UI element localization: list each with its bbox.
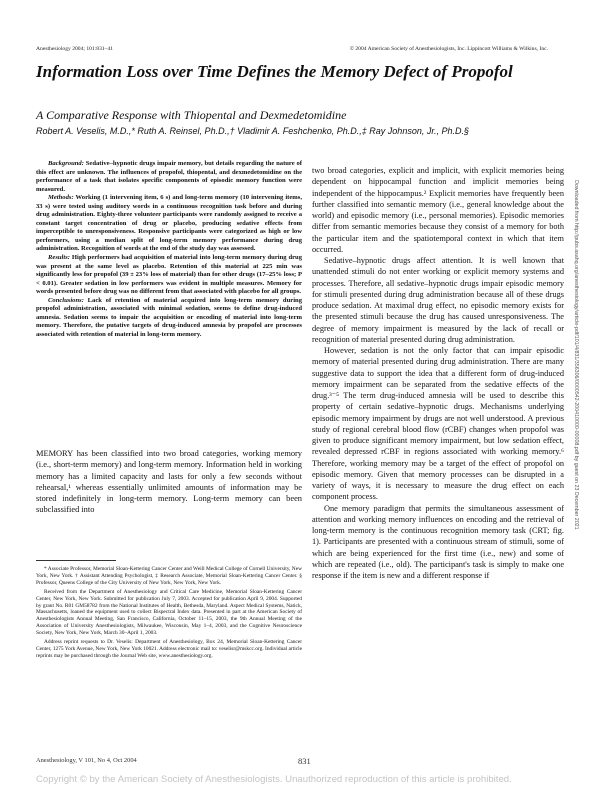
paragraph: One memory paradigm that permits the simultaneous assessment of attention and working memory influences on encoding and the retrieval of long-term memory is the continuous recognition memory task (CRT; fig. 1). Participants are presented with a continuous stream of stimuli, some of which are being experienced for the first time (i.e., new) and some of which are repeated (i.e., old). The participant's task is simply to make one response if the item is new and a different response if: [312, 503, 564, 580]
abstract-methods: Methods: Working (1 intervening item, 6 s) and long-term memory (10 intervening items, 33 s) were tested using auditory words in a continuous recognition task before and during drug administration. Eighty-three volunteer participants were randomly assigned to receive a constant target concentration of drug or placebo, producing sedative effects from imperceptible to unresponsiveness. Responsive participants were categorized as high or low performers, using a median split of long-term memory performance during drug administration. Recognition of words at the end of the study day was assessed.: [36, 194, 302, 253]
paragraph: Sedative–hypnotic drugs affect attention. It is well known that unattended stimuli do not enter working or explicit memory systems and processes. Therefore, all sedative–hypnotic drugs impair episodic memory for stimuli presented during drug administration because all of these drugs produce sedation. At maximal drug effect, no episodic memory exists for the presented stimuli because the drug has caused unresponsiveness. The degree of memory impairment is measured by the lack of recall or recognition of material presented during drug administration.: [312, 256, 564, 344]
copyright-notice: Copyright © by the American Society of Anesthesiologists. Unauthorized reproduction of this article is prohibited.: [36, 774, 512, 785]
footnote-affiliations: * Associate Professor, Memorial Sloan-Kettering Cancer Center and Weill Medical College of Cornell University, New York, New York. † Assistant Attending Psychologist, ‡ Research Associate, Memorial Sloan-Kettering Cancer Center. § Professor, Queens College of the City University of New York, New York, New York.: [36, 566, 302, 586]
article-subtitle: A Comparative Response with Thiopental and Dexmedetomidine: [36, 108, 347, 122]
abstract-results: Results: High performers had acquisition of material into long-term memory during drug was present at the same level as placebo. Retention of this material at 225 min was significantly less for propofol (39 ± 23% loss of material) than for other drugs (17–25% loss; P < 0.01). Greater sedation in low performers was evident in multiple measures. Memory for words presented before drug was no different from that associated with placebo for all groups.: [36, 254, 302, 296]
footer-journal: Anesthesiology, V 101, No 4, Oct 2004: [36, 757, 137, 764]
download-watermark: Downloaded from http://pubs.asahq.org/anesthesiology/article-pdf/101/4/831/356306/0000542-200410000-00008.pdf by guest on 23 December 2021: [573, 180, 579, 530]
right-column: [312, 165, 564, 581]
abstract: [36, 160, 302, 339]
intro-paragraph: MEMORY has been classified into two broad categories, working memory (i.e., short-term memory) and long-term memory. Information held in working memory has a limited capacity and lasts for only a few seconds without rehearsal,¹ whereas essentially unlimited amounts of information may be stored indefinitely in long-term memory. Long-term memory can been subclassified into: [36, 449, 302, 515]
footnote-received: Received from the Department of Anesthesiology and Critical Care Medicine, Memorial Sloan-Kettering Cancer Center, New York, New York. Submitted for publication July 7, 2003. Accepted for publication April 9, 2004. Supported by grant No. R01 GM58782 from the National Institutes of Health, Bethesda, Maryland. Aspect Medical Systems, Natick, Massachusetts, loaned the equipment used to collect Bispectral Index data. Presented in part at the American Society of Anesthesiologists Annual Meeting, San Francisco, California, October 11–15, 2003, the 9th Annual Meeting of the Association of University Anesthesiologists, Milwaukee, Wisconsin, May 1–4, 2003, and the Cognitive Neuroscience Society, New York, New York, March 30–April 1, 2003.: [36, 588, 302, 637]
running-header-left: Anesthesiology 2004; 101:831–41: [36, 46, 114, 52]
paragraph: However, sedation is not the only factor that can impair episodic memory of material presented during drug administration. There are many suggestive data to support the idea that a different form of drug-induced memory impairment can be separated from the sedative effects of the drug.³⁻⁵ The term drug-induced amnesia will be used to describe this property of certain sedative–hypnotic drugs. Mechanisms underlying episodic memory impairment by drugs are not well understood. A previous study of regional cerebral blood flow (rCBF) changes when propofol was given to produce significant memory impairment, but low sedation effect, revealed depressed rCBF in regions associated with working memory.⁶ Therefore, working memory may be a target of the effect of propofol on episodic memory. Given that memory processes can be disrupted in a variety of ways, it is necessary to measure the drug effect on each component process.: [312, 346, 564, 502]
paragraph: two broad categories, explicit and implicit, with explicit memories being dependent on hippocampal function and implicit memories being independent of the hippocampus.² Explicit memories have frequently been further classified into semantic memory (i.e., general knowledge about the world) and episodic memory (i.e., personal memories). Episodic memories differ from semantic memories because they consist of a memory for both the particular item and the spatiotemporal context in which that item occurred.: [312, 166, 564, 254]
footnote-rule: [36, 560, 116, 561]
author-list: Robert A. Veselis, M.D.,* Ruth A. Reinsel, Ph.D.,† Vladimir A. Feshchenko, Ph.D.,‡ Ray Johnson, Jr., Ph.D.§: [36, 126, 470, 136]
page-number: 831: [298, 756, 311, 766]
article-title: Information Loss over Time Defines the Memory Defect of Propofol: [36, 62, 513, 81]
footnotes: [36, 566, 302, 662]
footnote-reprints: Address reprint requests to Dr. Veselis: Department of Anesthesiology, Box 24, Memorial Sloan-Kettering Cancer Center, 1275 York Avenue, New York, New York 10021. Address electronic mail to: veselisr@mskcc.org. Individual article reprints may be purchased through the Journal Web site, www.anesthesiology.org.: [36, 639, 302, 659]
abstract-background: Background: Sedative–hypnotic drugs impair memory, but details regarding the nature of this effect are unknown. The influences of propofol, thiopental, and dexmedetomidine on the performance of a task that isolates specific components of episodic memory function were measured.: [36, 160, 302, 193]
abstract-conclusions: Conclusions: Lack of retention of material acquired into long-term memory during propofol administration, associated with minimal sedation, seems to define drug-induced amnesia. Sedation seems to impair the acquisition or encoding of material into long-term memory. Therefore, the putative targets of drug-induced amnesia by propofol are processes associated with retention of material in long-term memory.: [36, 296, 302, 338]
running-header-right: © 2004 American Society of Anesthesiologists, Inc. Lippincott Williams & Wilkins, Inc.: [349, 46, 548, 52]
